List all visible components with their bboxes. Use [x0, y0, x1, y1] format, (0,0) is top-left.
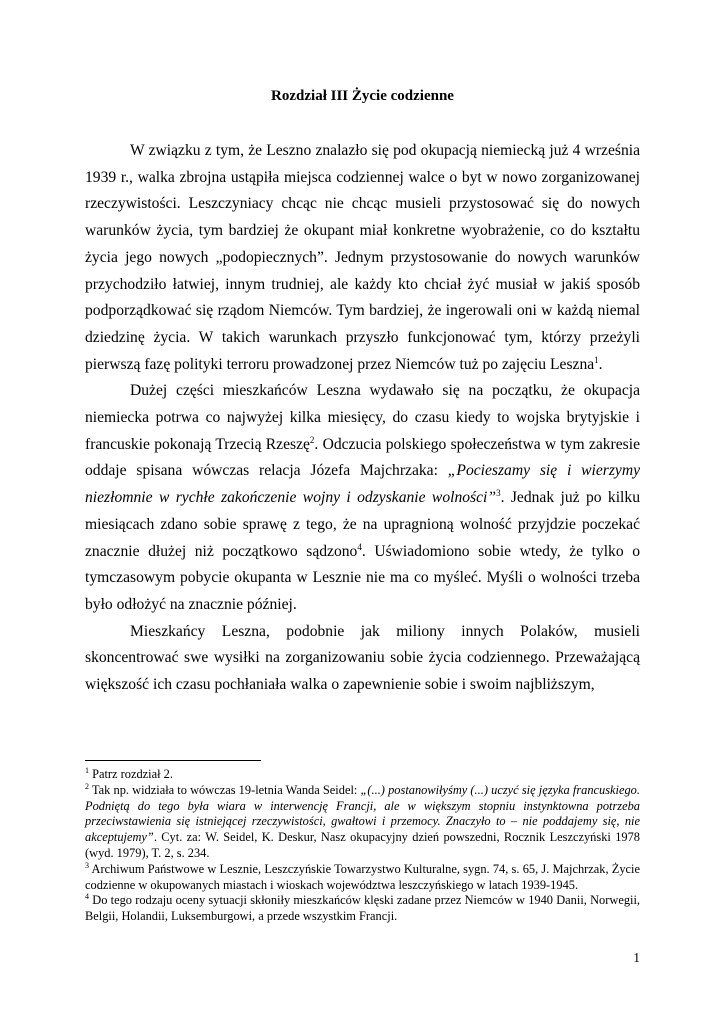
paragraph-2-text-a: Dużej części mieszkańców Leszna wydawało się na początku, że okupacja niemiecka potrwa co najwyżej kilka miesięcy, do czasu kiedy to wojska brytyjskie i francuskie pokonają Trzecią Rzeszę	[85, 382, 640, 453]
footnote-2-quote: „(...) postanowiłyśmy (...) uczyć się języka francuskiego. Podniętą do tego była wiara w interwencję Francji, ale w większym stopniu instynktowna potrzeba przeciwstawienia się istniejącej rzeczywistości, gwałtowi i przemocy. Znaczyło to – nie poddajemy się, nie akceptujemy”	[85, 782, 640, 845]
footnote-3-mark: 3	[85, 860, 89, 870]
footnote-ref-1[interactable]: 1	[594, 354, 599, 365]
paragraph-2-text-d: . Uświadomiono sobie wtedy, że tylko o tymczasowym pobycie okupanta w Lesznie nie ma co myśleć. Myśli o wolności trzeba było odłożyć na znacznie później.	[85, 542, 641, 613]
page-number: 1	[633, 950, 640, 965]
footnote-3	[85, 862, 640, 894]
body-text	[85, 138, 640, 699]
footnote-4-text: Do tego rodzaju oceny sytuacji skłoniły mieszkańców klęski zadane przez Niemców w 1940 Danii, Norwegii, Belgii, Holandii, Luksemburgowi, a przede wszystkim Francji.	[85, 893, 640, 924]
paragraph-2-quote: „Pocieszamy się i wierzymy niezłomnie w rychłe zakończenie wojny i odzyskanie wolności”	[85, 462, 640, 507]
paragraph-2-text-c: . Jednak już po kilku miesiącach zdano sobie sprawę z tego, że na upragnioną wolność przyjdzie poczekać znacznie dłużej niż początkowo sądzono	[85, 489, 640, 560]
paragraph-2-text-b: . Odczucia polskiego społeczeństwa w tym zakresie oddaje spisana wówczas relacja Józefa Majchrzaka:	[85, 435, 640, 480]
footnote-2	[85, 783, 640, 862]
footnote-2-text-a: Tak np. widziała to wówczas 19-letnia Wanda Seidel:	[89, 782, 361, 797]
footnote-1-mark: 1	[85, 765, 89, 775]
footnote-ref-2[interactable]: 2	[309, 434, 315, 445]
footnote-3-text: Archiwum Państwowe w Lesznie, Leszczyńskie Towarzystwo Kulturalne, sygn. 74, s. 65, J. Majchrzak, Życie codzienne w okupowanych miastach i wioskach województwa leszczyńskiego w latach 1939-1945.	[85, 861, 640, 892]
footnote-1	[85, 767, 640, 783]
paragraph-2	[85, 378, 640, 618]
footnote-1-text: Patrz rozdział 2.	[89, 767, 173, 781]
footnotes	[85, 767, 640, 925]
footnote-2-mark: 2	[85, 781, 89, 791]
paragraph-1	[85, 138, 640, 378]
footnote-divider	[85, 760, 261, 761]
footnote-2-text-b: . Cyt. za: W. Seidel, K. Deskur, Nasz okupacyjny dzień powszedni, Rocznik Leszczyński 1978 (wyd. 1979), T. 2, s. 234.	[85, 830, 640, 860]
footnote-ref-4[interactable]: 4	[357, 541, 362, 552]
paragraph-1-text: W związku z tym, że Leszno znalazło się pod okupacją niemiecką już 4 września 1939 r., walka zbrojna ustąpiła miejsca codziennej walce o byt w nowo zorganizowanej rzeczywistości. Leszczyniacy chcąc nie chcąc musieli przystosować się do nowych warunków życia, tym bardziej że okupant miał konkretne wyobrażenie, co do kształtu życia jego nowych „podopiecznych”. Jednym przystosowanie do nowych warunków przychodziło łatwiej, innym trudniej, ale każdy kto chciał żyć musiał w jakiś sposób podporządkować się rządom Niemców. Tym bardziej, że ingerowali oni w każdą niemal dziedzinę życia. W takich warunkach przyszło funkcjonować tym, którzy przeżyli pierwszą fazę polityki terroru prowadzonej przez Niemców tuż po zajęciu Leszna	[85, 142, 640, 373]
paragraph-3: Mieszkańcy Leszna, podobnie jak miliony innych Polaków, musieli skoncentrować swe wysiłki na zorganizowaniu sobie życia codziennego. Przeważającą większość ich czasu pochłaniała walka o zapewnienie sobie i swoim najbliższym,	[85, 622, 640, 694]
paragraph-1-end: .	[598, 355, 603, 373]
chapter-title: Rozdział III Życie codzienne	[271, 88, 454, 104]
footnote-ref-3[interactable]: 3	[496, 487, 501, 498]
footnote-4-mark: 4	[85, 892, 89, 902]
footnote-4	[85, 893, 640, 925]
